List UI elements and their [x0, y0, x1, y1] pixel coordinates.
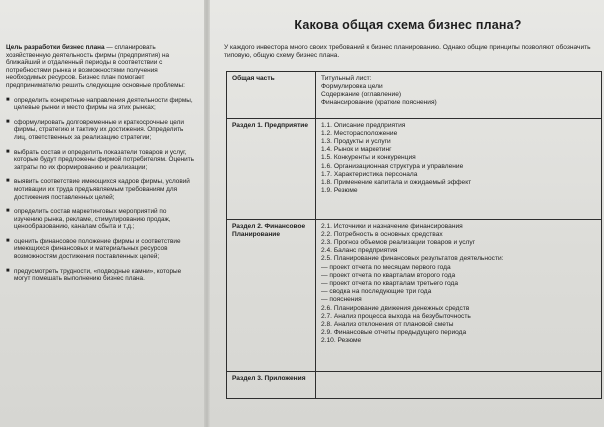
content-item: 1.9. Резюме — [321, 187, 358, 195]
content-item: Содержание (оглавление) — [321, 91, 402, 98]
table-row — [227, 219, 602, 371]
bullet-text: сформулировать долговременные и краткосрочные цели фирмы, стратегию и тактику их достижения. Определить лиц, ответственных за реализацию стратегии; — [14, 118, 184, 141]
bullet-text: предусмотреть трудности, «подводные камни», которые могут помешать выполнению бизнес плана. — [14, 267, 182, 283]
bullet-item — [6, 268, 196, 283]
content-item: — проект отчета по месяцам первого года — [321, 263, 451, 271]
content-item: Формулировка цели — [321, 82, 383, 90]
bullet-text: выявить соответствие имеющихся кадров фирмы, условий мотивации их труда предъявляемым требованиям для достижения поставленных целей; — [14, 178, 190, 201]
table-row — [227, 71, 602, 118]
content-item: 2.2. Потребность в основных средствах — [321, 230, 443, 238]
business-plan-table — [226, 71, 602, 399]
content-item: 2.8. Анализ отклонения от плановой сметы — [321, 321, 454, 329]
page-title: Какова общая схема бизнес плана? — [294, 18, 522, 32]
content-item: — проект отчета по кварталам третьего года — [321, 280, 459, 288]
square-bullet-icon: ■ — [6, 178, 10, 185]
content-item: 1.6. Организационная структура и управление — [321, 162, 464, 170]
content-item: 2.5. Планирование финансовых результатов деятельности: — [321, 255, 504, 263]
bullet-item — [6, 208, 196, 231]
intro-text: — спланировать хозяйственную деятельность фирмы (предприятия) на ближайший и отдаленный периоды в соответствии с потребностями рынка и возможностями получения необходимых ресурсов. Бизнес план помогает предпринимателю решить следующие основные проблемы: — [6, 44, 185, 89]
content-item: 2.7. Анализ процесса выхода на безубыточность — [321, 312, 471, 320]
row-content — [316, 219, 602, 371]
square-bullet-icon: ■ — [6, 267, 10, 274]
bullet-text: оценить финансовое положение фирмы и соответствие имеющихся финансовых и материальных ресурсов возможностям достижения поставленных целей; — [14, 237, 181, 261]
page-fold — [204, 0, 210, 427]
content-item: 1.7. Характеристика персонала — [321, 170, 418, 178]
content-item: 1.2. Месторасположение — [321, 129, 398, 137]
content-item: Титульный лист: — [321, 74, 372, 82]
intro-paragraph — [6, 44, 196, 90]
lead-paragraph: У каждого инвестора много своих требований к бизнес планированию. Однако общие принципы позволяют обозначить типовую, общую схему бизнес плана. — [224, 44, 591, 60]
content-item: Финансирование (краткие пояснения) — [321, 99, 437, 107]
bullet-item — [6, 238, 196, 261]
bullet-item — [6, 97, 196, 112]
bullet-text: выбрать состав и определить показатели товаров и услуг, которые будут предложены фирмой потребителям. Оценить затраты по их формированию и реализации; — [14, 148, 195, 171]
row-content — [316, 118, 602, 219]
content-item: 1.1. Описание предприятия — [321, 121, 406, 129]
square-bullet-icon: ■ — [6, 148, 10, 155]
content-item: 2.1. Источники и назначение финансирования — [321, 222, 463, 230]
square-bullet-icon: ■ — [6, 118, 10, 125]
row-part-label: Раздел 1. Предприятие — [227, 118, 316, 219]
square-bullet-icon: ■ — [6, 237, 10, 244]
bullet-item — [6, 178, 196, 201]
intro-heading: Цель разработки бизнес плана — [6, 44, 105, 51]
content-item: — проект отчета по кварталам второго года — [321, 271, 456, 279]
row-part-label: Раздел 3. Приложения — [227, 371, 316, 398]
content-item: — сводка на последующие три года — [321, 288, 432, 296]
left-column — [6, 44, 196, 290]
square-bullet-icon: ■ — [6, 96, 10, 103]
bullet-item — [6, 119, 196, 142]
content-item: 2.4. Баланс предприятия — [321, 247, 398, 255]
content-item: 2.6. Планирование движения денежных средств — [321, 304, 470, 312]
row-content — [316, 71, 602, 118]
content-item: 2.3. Прогноз объемов реализации товаров и услуг — [321, 239, 476, 246]
content-item: 2.9. Финансовые отчеты предыдущего периода — [321, 329, 467, 337]
content-item: 2.10. Резюме — [321, 337, 362, 345]
table-row — [227, 371, 602, 398]
bullet-item — [6, 149, 196, 172]
bullet-text: определить конкретные направления деятельности фирмы, целевые рынки и место фирмы на этих рынках; — [14, 96, 193, 112]
content-item: 1.4. Рынок и маркетинг — [321, 146, 392, 154]
table-row — [227, 118, 602, 219]
content-item: 1.3. Продукты и услуги — [321, 138, 391, 145]
row-part-label: Раздел 2. Финансовое Планирование — [227, 219, 316, 371]
content-item: 1.8. Применение капитала и ожидаемый эффект — [321, 179, 472, 187]
row-content — [316, 371, 602, 398]
row-part-label: Общая часть — [227, 71, 316, 118]
content-item: — пояснения — [321, 296, 362, 304]
bullet-text: определить состав маркетинговых мероприятий по изучению рынка, рекламе, стимулированию продаж, ценообразованию, каналам сбыта и т.д.; — [14, 208, 171, 231]
right-column — [222, 18, 594, 399]
square-bullet-icon: ■ — [6, 208, 10, 215]
content-item: 1.5. Конкуренты и конкуренция — [321, 154, 416, 162]
